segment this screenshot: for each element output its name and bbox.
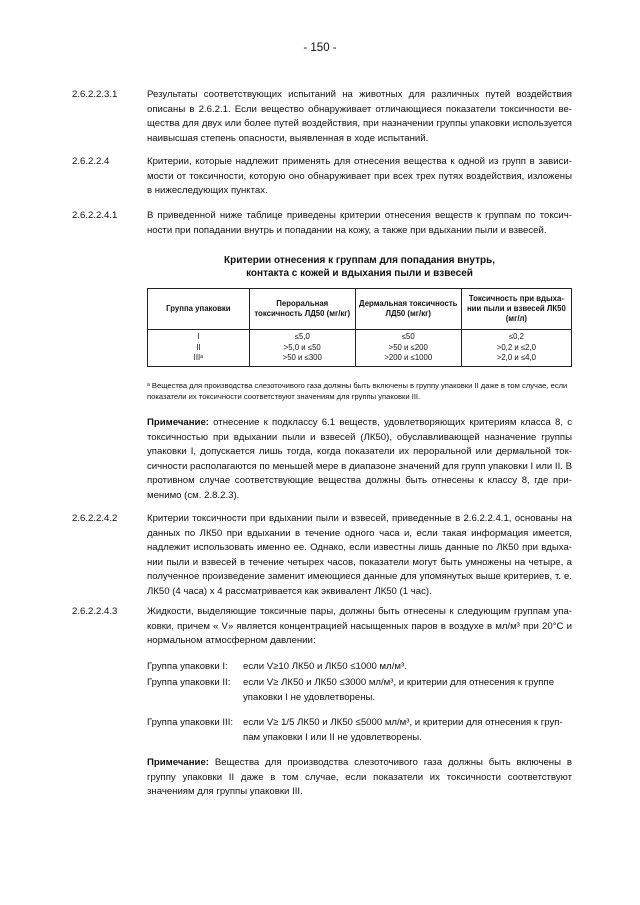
note-text: отнесение к подклассу 6.1 веществ, удовлетворяющих критериям класса 8, с токсичностью при вдыхании пыли и взвесей (ЛК50), обуславливающей назначение группы упаковки I, допускается лишь тогда, когда показатели их пероральной или дермальной токсичности располагаются по меньшей мере в диапазоне значений для групп упаковки I или II. В противном случае соответствующие вещества должны быть отнесены к классу 8, где применимо (см. 2.8.2.3).: [147, 417, 572, 501]
paragraph-number: 2.6.2.2.4.1: [72, 210, 118, 221]
table-title-line-2: контакта с кожей и вдыхания пыли и взвесей: [246, 268, 473, 279]
cell-oral: ≤5,0: [249, 330, 355, 343]
table-title: [147, 254, 572, 280]
cell-oral: >50 и ≤300: [249, 353, 355, 366]
cell-dermal: ≤50: [355, 330, 461, 343]
paragraph-2-6-2-2-4: [72, 155, 572, 200]
note-label: Примечание:: [147, 417, 209, 428]
note-label: Примечание:: [147, 757, 209, 768]
table-row: [148, 353, 572, 366]
paragraph-number: 2.6.2.2.3.1: [72, 89, 118, 100]
header-oral: Пероральная токсичность ЛД50 (мг/кг): [249, 289, 355, 330]
paragraph-text: Результаты соответствующих испытаний на животных для различных путей воздействия описаны в 2.6.2.1. Если вещество обнаруживает отличающиеся показатели токсичности вещества для двух или более путей воздействия, при назначении группы упаковки используется наивысшая степень опасности, выявленная в ходе испытаний.: [147, 89, 572, 144]
packing-group-label: Группа упаковки I:: [147, 661, 228, 672]
packing-group-i: [147, 660, 572, 675]
paragraph-2-6-2-2-3-1: [72, 88, 572, 148]
cell-inhalation: >0,2 и ≤2,0: [461, 343, 571, 354]
cell-inhalation: ≤0,2: [461, 330, 571, 343]
paragraph-text: В приведенной ниже таблице приведены критерии отнесения веществ к группам по токсичности при попадании внутрь и попадании на кожу, а также при вдыхании пыли и взвесей.: [147, 210, 572, 236]
cell-dermal: >200 и ≤1000: [355, 353, 461, 366]
cell-group: IIIᵃ: [148, 353, 250, 366]
table-title-line-1: Критерии отнесения к группам для попадания внутрь,: [223, 255, 496, 266]
table-header-row: [148, 289, 572, 330]
paragraph-text: Критерии токсичности при вдыхании пыли и взвесей, приведенные в 2.6.2.2.4.1, основаны на данных по ЛК50 при вдыхании в течение одного часа и, если такая информация имеется, надлежит использовать именно ее. Однако, если известны лишь данные по ЛК50 при вдыхании пыли и взвесей в течение четырех часов, показатели могут быть умножены на четыре, а полученное произведение заменит имеющиеся данные для упомянутых выше критериев, т. е. ЛК50 (4 часа) x 4 рассматривается как эквивалент ЛК50 (1 час).: [147, 513, 572, 597]
paragraph-text: Жидкости, выделяющие токсичные пары, должны быть отнесены к следующим группам упаковки, причем « V» является концентрацией насыщенных паров в воздухе в мл/м³ при 20°C и нормальном атмосферном давлении:: [147, 606, 572, 647]
cell-oral: >5,0 и ≤50: [249, 343, 355, 354]
paragraph-2-6-2-2-4-3: [72, 605, 572, 655]
toxicity-table: [147, 288, 572, 367]
packing-group-criteria: если V≥ ЛК50 и ЛК50 ≤3000 мл/м³, и критерии для отнесения к группе упаковки I не удовлетворены.: [243, 677, 555, 703]
cell-group: II: [148, 343, 250, 354]
cell-dermal: >50 и ≤200: [355, 343, 461, 354]
paragraph-number: 2.6.2.2.4: [72, 156, 110, 167]
cell-group: I: [148, 330, 250, 343]
paragraph-number: 2.6.2.2.4.2: [72, 513, 118, 524]
header-dermal: Дермальная токсичность ЛД50 (мг/кг): [355, 289, 461, 330]
cell-inhalation: >2,0 и ≤4,0: [461, 353, 571, 366]
note-text: Вещества для производства слезоточивого газа должны быть включены в группу упаковки II даже в том случае, если показатели их токсичности соответствуют значениям для группы упаковки III.: [147, 757, 572, 798]
packing-group-label: Группа упаковки II:: [147, 677, 231, 688]
table-footnote: ᵃ Вещества для производства слезоточивого газа должны быть включены в группу упаковки II даже в том случае, если показатели их токсичности соответствуют значениям для группы упаковки III.: [147, 381, 568, 401]
page-number: - 150 -: [303, 42, 337, 54]
packing-group-ii: [147, 676, 572, 706]
note-2: [147, 756, 572, 800]
paragraph-text: Критерии, которые надлежит применять для отнесения вещества к одной из групп в зависимости от токсичности, которую оно обнаруживает при всех трех путях воздействия, изложены в нижеследующих пунктах.: [147, 156, 572, 197]
paragraph-number: 2.6.2.2.4.3: [72, 606, 118, 617]
packing-group-criteria: если V≥ 1/5 ЛК50 и ЛК50 ≤5000 мл/м³, и критерии для отнесения к группам упаковки I или II не удовлетворены.: [243, 717, 563, 743]
paragraph-2-6-2-2-4-1: [72, 209, 572, 239]
table-row: [148, 343, 572, 354]
note-1: [147, 416, 572, 504]
packing-group-iii: [147, 716, 572, 746]
packing-group-criteria: если V≥10 ЛК50 и ЛК50 ≤1000 мл/м³.: [243, 661, 407, 672]
table-row: [148, 330, 572, 343]
paragraph-2-6-2-2-4-2: [72, 512, 572, 597]
header-inhalation: Токсичность при вдыхании пыли и взвесей ЛК50 (мг/л): [461, 289, 571, 330]
header-group: Группа упаковки: [148, 289, 250, 330]
packing-group-label: Группа упаковки III:: [147, 717, 234, 728]
